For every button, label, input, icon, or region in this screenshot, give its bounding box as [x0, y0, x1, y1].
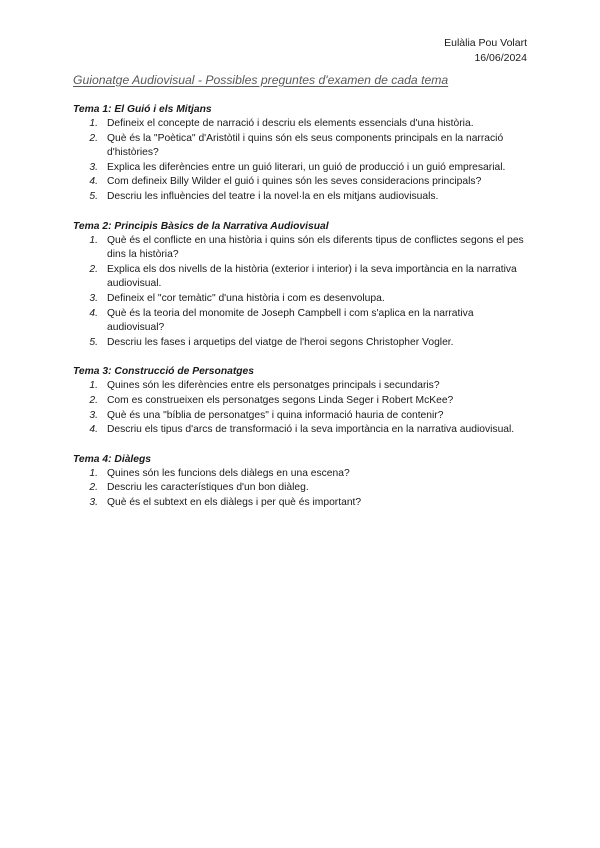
question-list: [73, 234, 533, 351]
question-item: [73, 481, 533, 496]
question-text: Què és la teoria del monomite de Joseph Campbell i com s'aplica en la narrativa audiovisual?: [107, 307, 474, 334]
question-item: [73, 307, 533, 336]
section-title: Tema 4: Diàlegs: [73, 453, 152, 465]
question-number: 1.: [89, 467, 98, 479]
question-number: 4.: [89, 307, 98, 319]
document-date: 16/06/2024: [474, 52, 527, 64]
question-number: 3.: [89, 496, 98, 508]
sections-container: [73, 103, 533, 525]
question-item: [73, 496, 533, 511]
question-number: 2.: [89, 482, 98, 494]
question-number: 1.: [89, 380, 98, 392]
question-text: Explica les diferències entre un guió literari, un guió de producció i un guió empresarial.: [107, 161, 506, 173]
question-text: Com defineix Billy Wilder el guió i quines són les seves consideracions principals?: [107, 176, 482, 188]
section-title: Tema 2: Principis Bàsics de la Narrativa Audiovisual: [73, 220, 329, 232]
question-list: [73, 117, 533, 205]
question-number: 2.: [89, 263, 98, 275]
question-number: 3.: [89, 292, 98, 304]
question-number: 5.: [89, 190, 98, 202]
question-text: Descriu els tipus d'arcs de transformació i la seva importància en la narrativa audiovisual.: [107, 424, 515, 436]
question-text: Descriu les fases i arquetips del viatge de l'heroi segons Christopher Vogler.: [107, 336, 454, 348]
question-item: [73, 379, 533, 394]
question-text: Què és el subtext en els diàlegs i per què és important?: [107, 496, 362, 508]
question-number: 3.: [89, 161, 98, 173]
question-item: [73, 292, 533, 307]
question-text: Què és la "Poètica" d'Aristòtil i quins són els seus components principals en la narració d'històries?: [107, 132, 504, 159]
question-list: [73, 379, 533, 437]
question-text: Defineix el "cor temàtic" d'una història i com es desenvolupa.: [107, 292, 385, 304]
question-item: [73, 409, 533, 424]
question-item: [73, 234, 533, 263]
question-item: [73, 263, 533, 292]
question-text: Descriu les influències del teatre i la novel·la en els mitjans audiovisuals.: [107, 190, 439, 202]
question-number: 2.: [89, 132, 98, 144]
section-tema-1: [73, 103, 533, 205]
question-item: [73, 423, 533, 438]
question-item: [73, 117, 533, 132]
question-text: Quines són les funcions dels diàlegs en una escena?: [107, 467, 350, 479]
section-tema-2: [73, 220, 533, 351]
section-title: Tema 3: Construcció de Personatges: [73, 366, 255, 378]
question-number: 3.: [89, 409, 98, 421]
question-text: Quines són les diferències entre els personatges principals i secundaris?: [107, 380, 440, 392]
question-text: Descriu les característiques d'un bon diàleg.: [107, 482, 309, 494]
section-tema-3: [73, 365, 533, 437]
question-list: [73, 467, 533, 511]
question-text: Com es construeixen els personatges segons Linda Seger i Robert McKee?: [107, 394, 454, 406]
author-name: Eulàlia Pou Volart: [444, 37, 527, 49]
document-header: [444, 36, 527, 66]
question-number: 1.: [89, 118, 98, 129]
question-text: Què és el conflicte en una història i quins són els diferents tipus de conflictes segons el pes dins la història?: [107, 234, 524, 261]
question-item: [73, 190, 533, 205]
question-item: [73, 161, 533, 176]
question-item: [73, 132, 533, 161]
document-title: Guionatge Audiovisual - Possibles preguntes d'examen de cada tema: [73, 73, 449, 87]
question-number: 2.: [89, 394, 98, 406]
question-text: Defineix el concepte de narració i descriu els elements essencials d'una història.: [107, 118, 474, 129]
question-item: [73, 336, 533, 351]
question-number: 4.: [89, 424, 98, 436]
question-number: 1.: [89, 234, 98, 246]
question-text: Explica els dos nivells de la història (exterior i interior) i la seva importància en la narrativa audiovisual.: [107, 263, 517, 290]
question-number: 5.: [89, 336, 98, 348]
section-title: Tema 1: El Guió i els Mitjans: [73, 104, 212, 115]
question-item: [73, 394, 533, 409]
question-number: 4.: [89, 176, 98, 188]
question-item: [73, 175, 533, 190]
question-item: [73, 467, 533, 482]
question-text: Què és una "bíblia de personatges" i quina informació hauria de contenir?: [107, 409, 444, 421]
section-tema-4: [73, 453, 533, 511]
